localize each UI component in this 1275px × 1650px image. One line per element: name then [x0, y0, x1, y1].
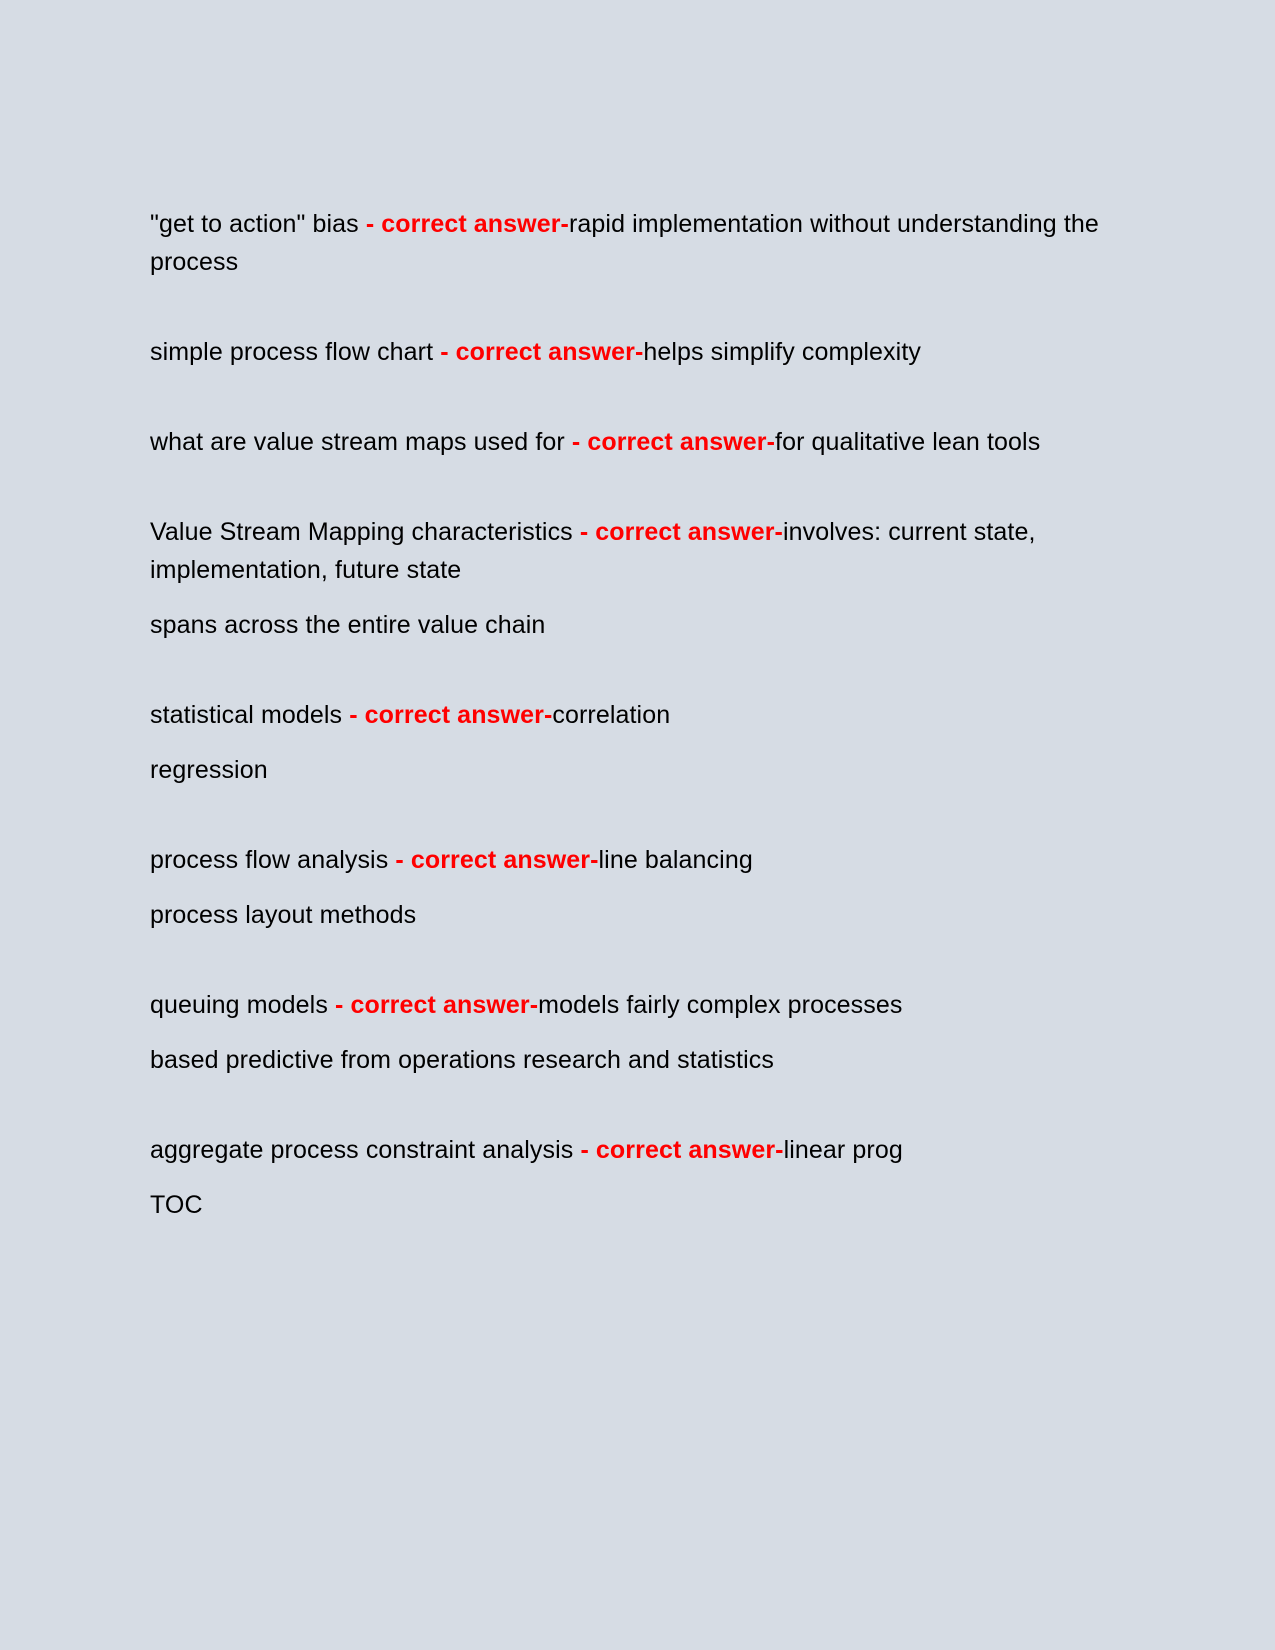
answer-text: linear prog	[783, 1136, 903, 1164]
qa-line	[150, 986, 1110, 1024]
correct-answer-marker: - correct answer-	[579, 518, 783, 546]
correct-answer-marker: - correct answer-	[395, 846, 599, 874]
qa-line	[150, 205, 1110, 281]
term-text: process flow analysis	[150, 846, 396, 874]
correct-answer-marker: - correct answer-	[440, 338, 644, 366]
answer-text: involves: current state, implementation, future state	[150, 518, 1036, 584]
term-text: statistical models	[150, 701, 350, 729]
qa-entry-aggregate-process-constraint-analysis	[150, 1131, 1110, 1224]
answer-text: helps simplify complexity	[643, 338, 921, 366]
qa-entry-process-flow-analysis	[150, 841, 1110, 934]
term-text: Value Stream Mapping characteristics	[150, 518, 580, 546]
term-text: simple process flow chart	[150, 338, 441, 366]
answer-text: for qualitative lean tools	[775, 428, 1041, 456]
answer-continuation: TOC	[150, 1191, 203, 1219]
document-page	[150, 205, 1110, 1276]
qa-entry-value-stream-maps-use	[150, 423, 1110, 461]
correct-answer-marker: - correct answer-	[334, 991, 539, 1019]
qa-entry-simple-process-flow-chart	[150, 333, 1110, 371]
correct-answer-marker: - correct answer-	[571, 428, 776, 456]
answer-continuation: process layout methods	[150, 901, 417, 929]
answer-text: correlation	[552, 701, 671, 729]
qa-line	[150, 696, 1110, 734]
qa-line	[150, 841, 1110, 879]
answer-text: models fairly complex processes	[538, 991, 903, 1019]
qa-line	[150, 333, 1110, 371]
term-text: "get to action" bias	[150, 210, 366, 238]
term-text: what are value stream maps used for	[150, 428, 572, 456]
answer-continuation: based predictive from operations research and statistics	[150, 1046, 774, 1074]
qa-entry-statistical-models	[150, 696, 1110, 789]
term-text: queuing models	[150, 991, 335, 1019]
answer-text: rapid implementation without understanding the process	[150, 210, 1099, 276]
qa-line	[150, 513, 1110, 589]
answer-continuation: spans across the entire value chain	[150, 611, 546, 639]
qa-line	[150, 423, 1110, 461]
qa-line	[150, 1131, 1110, 1169]
correct-answer-marker: - correct answer-	[365, 210, 569, 238]
answer-continuation: regression	[150, 756, 268, 784]
term-text: aggregate process constraint analysis	[150, 1136, 581, 1164]
qa-entry-get-to-action-bias	[150, 205, 1110, 281]
correct-answer-marker: - correct answer-	[580, 1136, 784, 1164]
qa-entry-value-stream-mapping-characteristics	[150, 513, 1110, 644]
answer-text: line balancing	[598, 846, 753, 874]
qa-entry-queuing-models	[150, 986, 1110, 1079]
correct-answer-marker: - correct answer-	[349, 701, 553, 729]
